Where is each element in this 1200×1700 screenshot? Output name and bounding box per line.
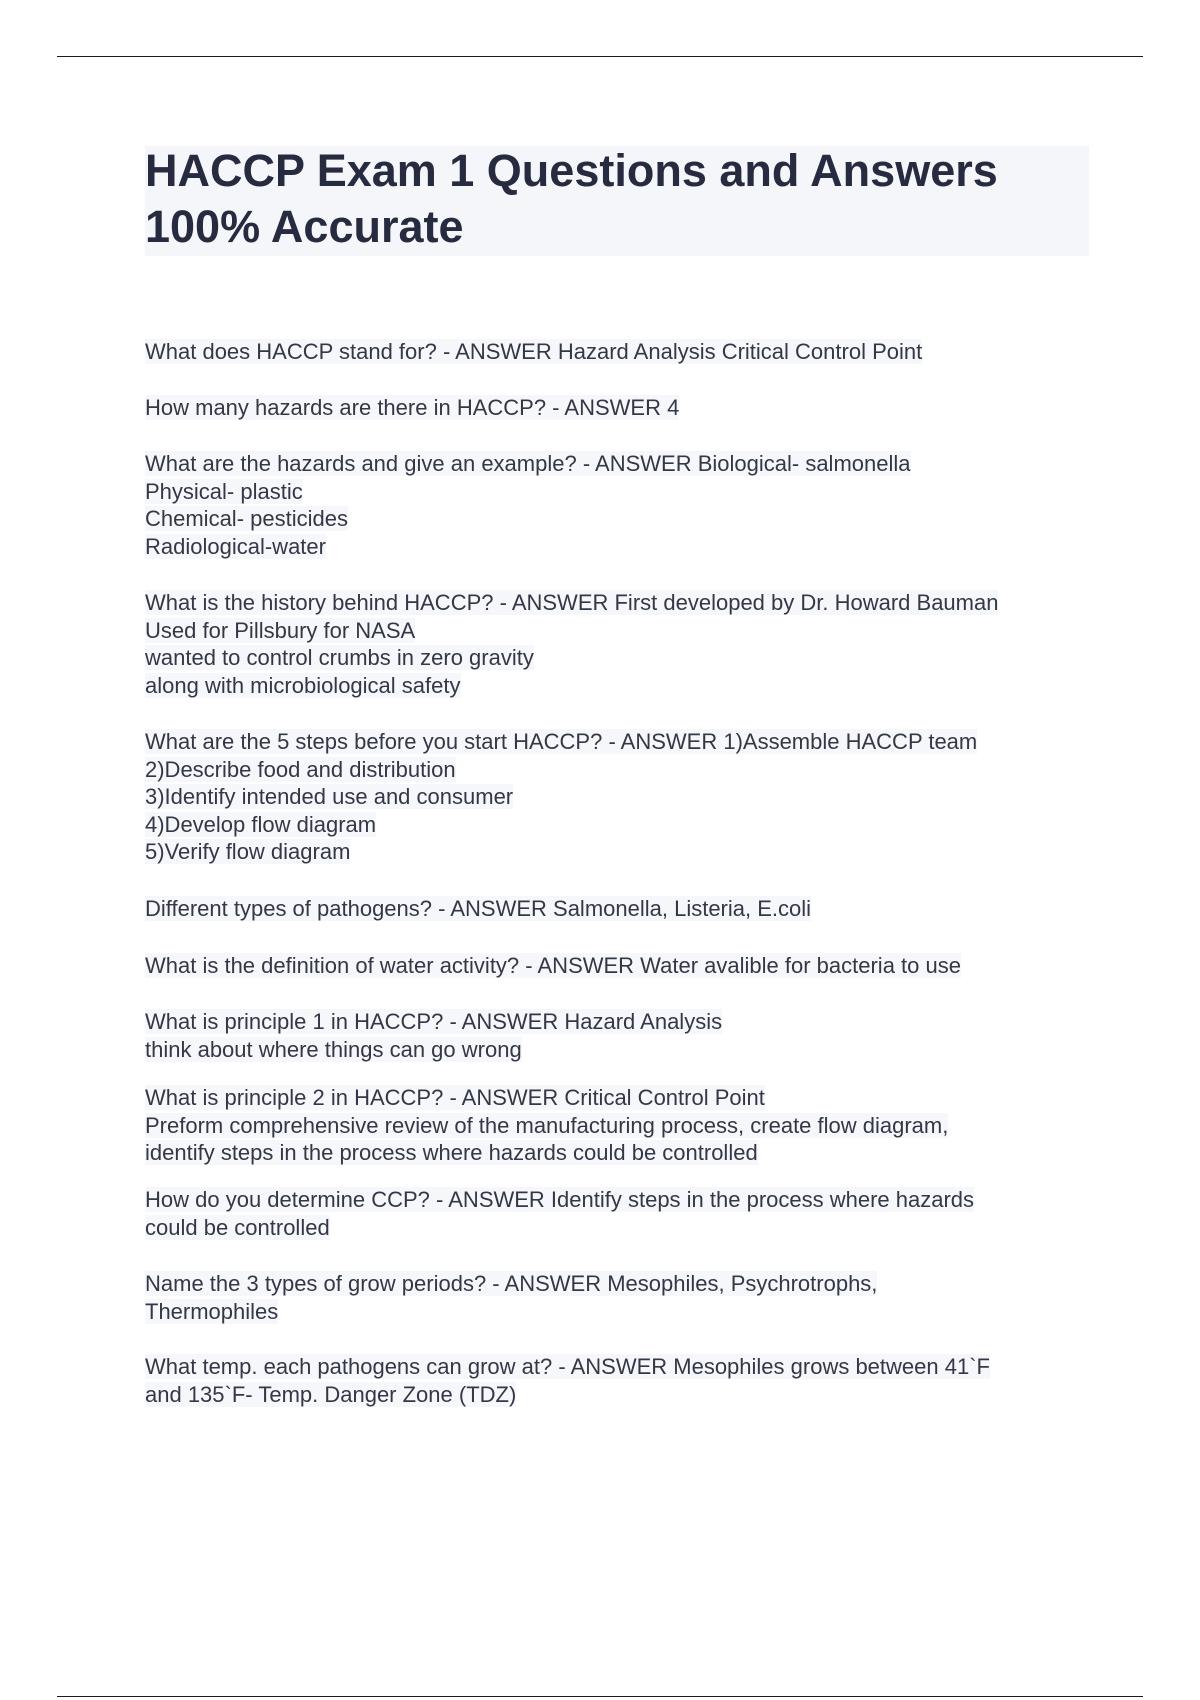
qa-line-text: Physical- plastic (145, 478, 303, 504)
page-title (145, 143, 1089, 255)
qa-answer-line (145, 1112, 948, 1140)
qa-line-text: 3)Identify intended use and consumer (145, 784, 514, 809)
qa-question-line (145, 895, 811, 923)
qa-item (145, 1270, 877, 1325)
page-title-line-2: 100% Accurate (145, 201, 464, 252)
qa-item (145, 952, 961, 980)
qa-line-text: Used for Pillsbury for NASA (145, 617, 416, 643)
qa-answer-line (145, 644, 998, 672)
qa-answer-line (145, 617, 998, 645)
qa-line-text: 4)Develop flow diagram (145, 811, 377, 837)
qa-question-line (145, 1353, 990, 1381)
qa-item (145, 728, 977, 866)
qa-line-text: What is principle 2 in HACCP? - ANSWER Critical Control Point (145, 1085, 765, 1110)
qa-item (145, 394, 679, 422)
qa-question-line (145, 1084, 948, 1112)
page-title-line-1: HACCP Exam 1 Questions and Answers (145, 145, 998, 196)
qa-line-text: What are the 5 steps before you start HACCP? - ANSWER 1)Assemble HACCP team (145, 729, 978, 754)
qa-line-text: Different types of pathogens? - ANSWER Salmonella, Listeria, E.coli (145, 896, 812, 921)
qa-line-text: 2)Describe food and distribution (145, 756, 456, 782)
qa-answer-line (145, 756, 977, 784)
qa-line-text: What temp. each pathogens can grow at? - ANSWER Mesophiles grows between 41`F (145, 1354, 990, 1379)
qa-answer-line (145, 478, 911, 506)
qa-item (145, 1186, 974, 1241)
qa-line-text: wanted to control crumbs in zero gravity (145, 645, 534, 670)
qa-line-text: What is the history behind HACCP? - ANSWER First developed by Dr. Howard Bauman (145, 590, 999, 615)
qa-item (145, 895, 811, 923)
qa-answer-line (145, 783, 977, 811)
qa-line-text: Chemical- pesticides (145, 506, 348, 531)
qa-line-text: Name the 3 types of grow periods? - ANSWER Mesophiles, Psychrotrophs, (145, 1271, 878, 1296)
qa-question-line (145, 589, 998, 617)
bottom-rule (57, 1696, 1143, 1697)
qa-item (145, 1353, 990, 1408)
qa-item (145, 1008, 722, 1063)
qa-answer-line (145, 1139, 948, 1167)
qa-question-line (145, 1186, 974, 1214)
qa-answer-line (145, 672, 998, 700)
qa-line-text: identify steps in the process where hazards could be controlled (145, 1140, 758, 1165)
qa-answer-line (145, 811, 977, 839)
top-rule (57, 56, 1143, 57)
qa-answer-line (145, 838, 977, 866)
qa-line-text: Thermophiles (145, 1298, 279, 1324)
qa-line-text: What is the definition of water activity? - ANSWER Water avalible for bacteria to use (145, 953, 961, 978)
qa-line-text: What is principle 1 in HACCP? - ANSWER Hazard Analysis (145, 1009, 723, 1034)
qa-answer-line (145, 1036, 722, 1064)
qa-question-line (145, 394, 679, 422)
qa-line-text: How do you determine CCP? - ANSWER Identify steps in the process where hazards (145, 1187, 975, 1212)
qa-question-line (145, 338, 922, 366)
qa-line-text: think about where things can go wrong (145, 1036, 522, 1062)
qa-line-text: Preform comprehensive review of the manufacturing process, create flow diagram, (145, 1112, 949, 1138)
qa-line-text: What does HACCP stand for? - ANSWER Hazard Analysis Critical Control Point (145, 339, 923, 364)
qa-item (145, 589, 998, 699)
qa-item (145, 1084, 948, 1167)
qa-question-line (145, 1270, 877, 1298)
qa-question-line (145, 450, 911, 478)
qa-answer-line (145, 1381, 990, 1409)
qa-question-line (145, 728, 977, 756)
qa-line-text: What are the hazards and give an example? - ANSWER Biological- salmonella (145, 451, 911, 476)
qa-item (145, 450, 911, 560)
qa-line-text: and 135`F- Temp. Danger Zone (TDZ) (145, 1381, 517, 1407)
qa-question-line (145, 952, 961, 980)
qa-answer-line (145, 1298, 877, 1326)
qa-line-text: 5)Verify flow diagram (145, 839, 351, 864)
qa-answer-line (145, 505, 911, 533)
qa-answer-line (145, 1214, 974, 1242)
qa-answer-line (145, 533, 911, 561)
qa-line-text: could be controlled (145, 1214, 330, 1240)
qa-line-text: How many hazards are there in HACCP? - ANSWER 4 (145, 395, 680, 420)
qa-item (145, 338, 922, 366)
qa-line-text: along with microbiological safety (145, 672, 461, 698)
qa-question-line (145, 1008, 722, 1036)
qa-line-text: Radiological-water (145, 533, 326, 559)
